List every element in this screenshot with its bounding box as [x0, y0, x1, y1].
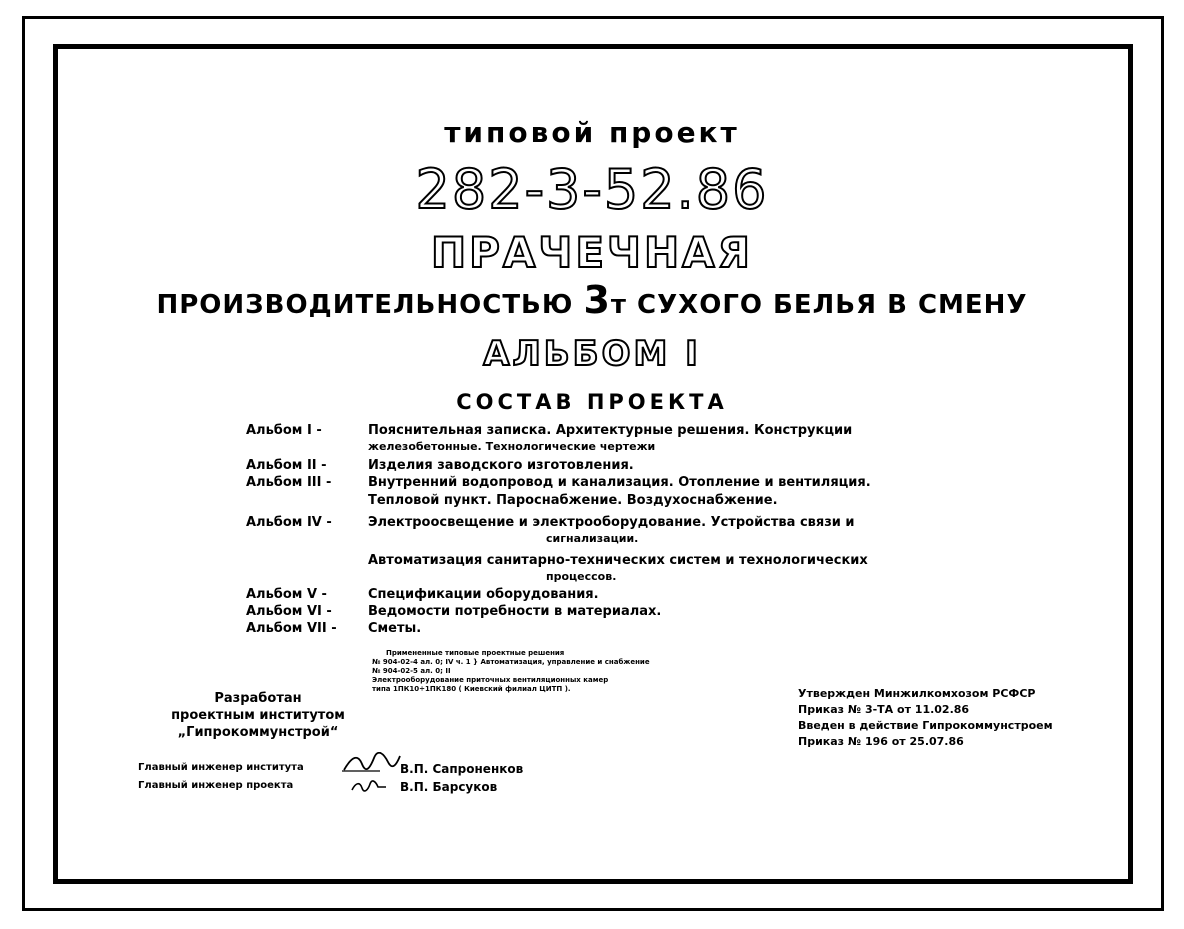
contents-line-1b: железобетонные. Технологические чертежи: [368, 440, 656, 453]
signature-role-1: Главный инженер института: [138, 762, 304, 773]
contents-line-4d: процессов.: [546, 570, 617, 583]
signature-role-2: Главный инженер проекта: [138, 780, 294, 791]
contents-line-4c: Автоматизация санитарно-технических систем и технологических: [368, 553, 868, 568]
contents-line-1a: Пояснительная записка. Архитектурные решения. Конструкции: [368, 423, 853, 438]
approval-line-1: Утвержден Минжилкомхозом РСФСР: [798, 687, 1036, 700]
contents-label-5: Альбом V -: [246, 587, 327, 602]
contents-line-6a: Ведомости потребности в материалах.: [368, 604, 662, 619]
contents-line-2a: Изделия заводского изготовления.: [368, 458, 634, 473]
applied-line-3: № 904-02-5 ал. 0; II: [372, 667, 451, 675]
applied-line-2: № 904-02-4 ал. 0; IV ч. 1 } Автоматизация, управление и снабжение: [372, 658, 650, 666]
contents-line-4a: Электроосвещение и электрооборудование. Устройства связи и: [368, 515, 855, 530]
contents-label-4: Альбом IV -: [246, 515, 332, 530]
contents-line-3a: Внутренний водопровод и канализация. Отопление и вентиляция.: [368, 475, 871, 490]
signature-scribble-1: [340, 752, 402, 774]
developer-block: [148, 690, 368, 741]
capacity-value: 3: [583, 278, 611, 322]
approval-line-4: Приказ № 196 от 25.07.86: [798, 735, 964, 748]
signature-scribble-2: [350, 778, 390, 794]
signature-name-1: В.П. Сапроненков: [400, 762, 524, 776]
project-number: 282-3-52.86: [415, 158, 769, 221]
developer-line-1: Разработан: [214, 691, 302, 706]
capacity-prefix: ПРОИЗВОДИТЕЛЬНОСТЬЮ: [156, 290, 574, 320]
contents-line-7a: Сметы.: [368, 621, 422, 636]
contents-label-2: Альбом II -: [246, 458, 327, 473]
document-kicker: типовой проект: [444, 116, 740, 149]
album-title: АЛЬБОМ I: [483, 334, 701, 374]
capacity-suffix: т СУХОГО БЕЛЬЯ В СМЕНУ: [610, 290, 1028, 320]
approval-block: [798, 686, 1053, 750]
applied-solutions-note: [372, 649, 650, 694]
contents-line-5a: Спецификации оборудования.: [368, 587, 599, 602]
approval-line-2: Приказ № 3-ТА от 11.02.86: [798, 703, 970, 716]
contents-label-3: Альбом III -: [246, 475, 332, 490]
contents-line-4b: сигнализации.: [546, 532, 639, 545]
contents-label-1: Альбом I -: [246, 423, 322, 438]
contents-line-3b: Тепловой пункт. Пароснабжение. Воздухоснабжение.: [368, 493, 778, 508]
contents-label-6: Альбом VI -: [246, 604, 332, 619]
applied-line-1: Примененные типовые проектные решения: [386, 649, 565, 657]
applied-line-4: Электрооборудование приточных вентиляционных камер: [372, 676, 609, 684]
building-name: ПРАЧЕЧНАЯ: [430, 228, 753, 277]
applied-line-5: типа 1ПК10÷1ПК180 ( Киевский филиал ЦИТП ).: [372, 685, 571, 693]
contents-title: СОСТАВ ПРОЕКТА: [456, 390, 728, 414]
signature-name-2: В.П. Барсуков: [400, 780, 498, 794]
developer-line-3: „Гипрокоммунстрой“: [177, 725, 339, 740]
contents-label-7: Альбом VII -: [246, 621, 337, 636]
approval-line-3: Введен в действие Гипрокоммунстроем: [798, 719, 1053, 732]
capacity-line: [0, 278, 1184, 322]
developer-line-2: проектным институтом: [171, 708, 345, 723]
